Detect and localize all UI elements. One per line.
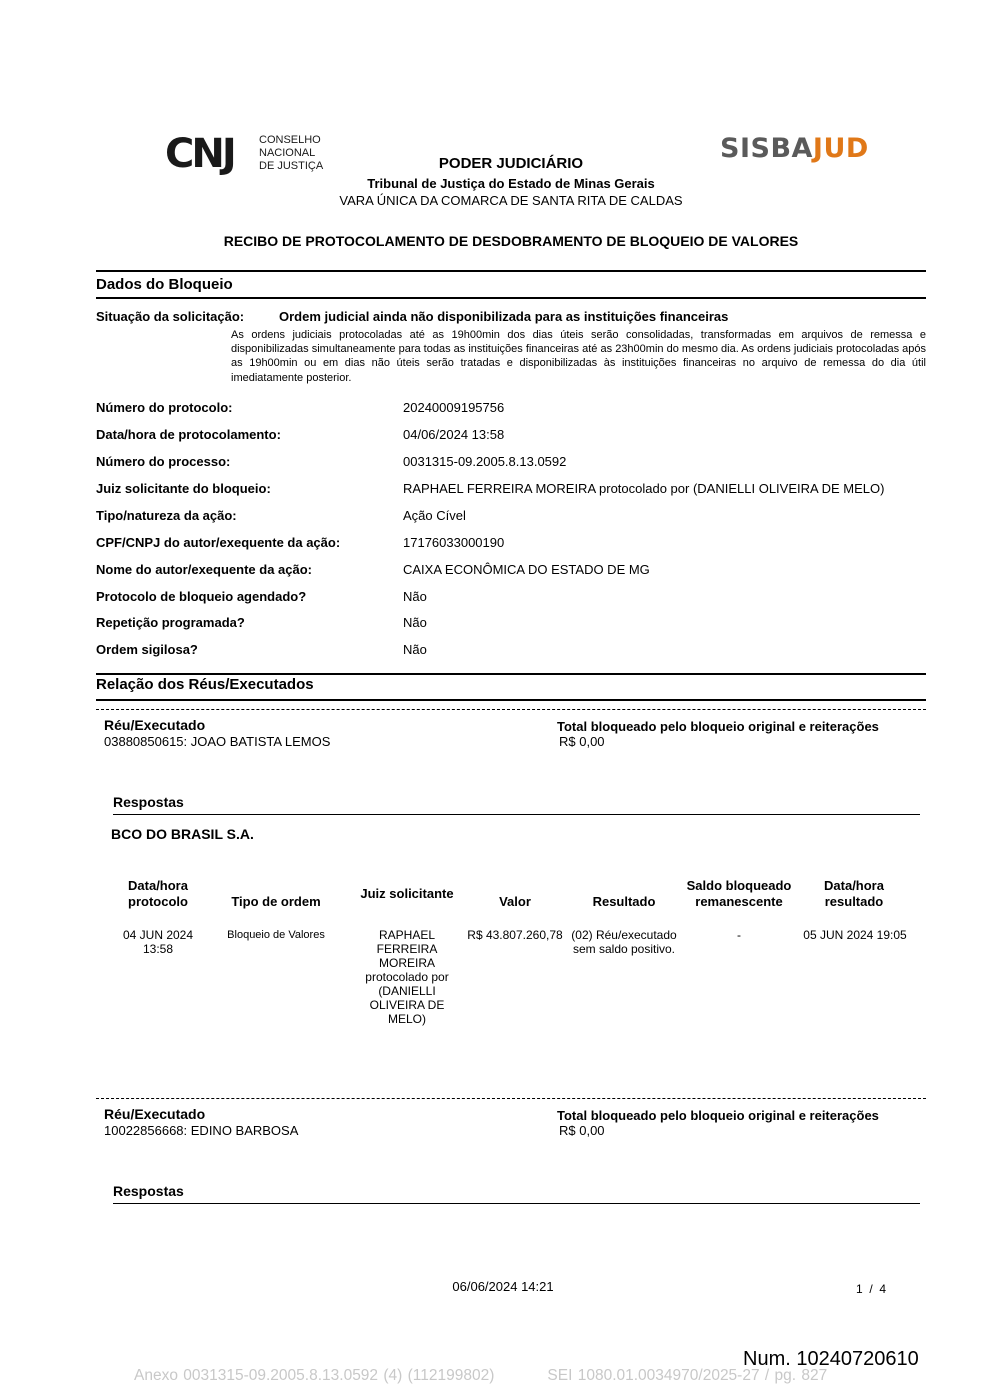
respostas-title: Respostas <box>113 794 184 810</box>
table-cell-saldo: - <box>737 928 741 942</box>
field-label: Data/hora de protocolamento: <box>96 427 281 442</box>
table-cell-valor: R$ 43.807.260,78 <box>467 928 563 942</box>
reu-value: 03880850615: JOAO BATISTA LEMOS <box>104 734 331 749</box>
sisbajud-logo-prefix: SISBA <box>720 133 813 164</box>
total-bloqueado-value: R$ 0,00 <box>559 1123 605 1138</box>
section-rule-bottom <box>96 297 926 299</box>
respostas-title: Respostas <box>113 1183 184 1199</box>
tribunal-name: Tribunal de Justiça do Estado de Minas Gerais <box>367 176 655 191</box>
field-label: Número do processo: <box>96 454 231 469</box>
cnj-logo-letters: CNJ <box>165 131 234 177</box>
table-cell-data-protocolo: 04 JUN 2024 13:58 <box>122 928 194 956</box>
table-header-saldo: Saldo bloqueado remanescente <box>686 878 792 909</box>
document-title: RECIBO DE PROTOCOLAMENTO DE DESDOBRAMENTO DE BLOQUEIO DE VALORES <box>223 233 799 249</box>
total-bloqueado-value: R$ 0,00 <box>559 734 605 749</box>
situacao-value: Ordem judicial ainda não disponibilizada para as instituições financeiras <box>279 309 729 324</box>
cnj-line-3: DE JUSTIÇA <box>259 160 324 172</box>
field-label: Tipo/natureza da ação: <box>96 508 237 523</box>
reu-separator <box>96 1098 926 1099</box>
table-header-data-resultado: Data/hora resultado <box>824 878 884 909</box>
field-label: Ordem sigilosa? <box>96 642 198 657</box>
situacao-note: As ordens judiciais protocoladas até as 19h00min dos dias úteis serão consolidadas, transformadas em arquivos de remessa e disponibilizadas simultaneamente para todas as instituições financeiras até as 23h00min do mesmo dia. As ordens judiciais protocoladas após as 19h00min ou em dias não úteis serão tratadas e disponibilizadas às instituições financeiras no arquivo de remessa do dia útil imediatamente posterior. <box>231 329 926 384</box>
respostas-rule <box>113 1203 920 1204</box>
field-label: Repetição programada? <box>96 615 245 630</box>
page-number: 1 / 4 <box>856 1282 887 1296</box>
table-cell-resultado: (02) Réu/executado sem saldo positivo. <box>571 928 677 956</box>
field-value: 0031315-09.2005.8.13.0592 <box>403 454 567 469</box>
total-bloqueado-label: Total bloqueado pelo bloqueio original e reiterações <box>557 719 879 734</box>
vara-name: VARA ÚNICA DA COMARCA DE SANTA RITA DE CALDAS <box>339 193 683 208</box>
section-rule-bottom <box>96 699 926 701</box>
poder-judiciario-heading: PODER JUDICIÁRIO <box>438 155 584 172</box>
reu-label: Réu/Executado <box>104 1106 206 1122</box>
cnj-line-1: CONSELHO <box>259 134 321 146</box>
field-value: Não <box>403 642 427 657</box>
field-value: Ação Cível <box>403 508 466 523</box>
reu-label: Réu/Executado <box>104 717 206 733</box>
dados-section-title: Dados do Bloqueio <box>96 276 233 293</box>
sisbajud-logo-suffix: JUD <box>812 133 869 164</box>
field-label: Juiz solicitante do bloqueio: <box>96 481 271 496</box>
cnj-line-2: NACIONAL <box>259 147 316 159</box>
document-number-stamp: Num. 10240720610 <box>743 1348 919 1370</box>
reu-separator <box>96 709 926 710</box>
respostas-rule <box>113 814 920 815</box>
situacao-label: Situação da solicitação: <box>96 309 245 324</box>
field-label: CPF/CNPJ do autor/exequente da ação: <box>96 535 341 550</box>
field-value: RAPHAEL FERREIRA MOREIRA protocolado por (DANIELLI OLIVEIRA DE MELO) <box>403 481 885 496</box>
field-label: Número do protocolo: <box>96 400 233 415</box>
field-value: CAIXA ECONÔMICA DO ESTADO DE MG <box>403 562 650 577</box>
field-label: Nome do autor/exequente da ação: <box>96 562 312 577</box>
table-header-resultado: Resultado <box>592 894 656 909</box>
table-cell-juiz: RAPHAEL FERREIRA MOREIRA protocolado por (DANIELLI OLIVEIRA DE MELO) <box>365 928 449 1026</box>
bank-name: BCO DO BRASIL S.A. <box>111 826 254 842</box>
table-cell-tipo-ordem: Bloqueio de Valores <box>227 929 325 941</box>
table-cell-data-resultado: 05 JUN 2024 19:05 <box>803 928 907 942</box>
field-value: 17176033000190 <box>403 535 505 550</box>
footer-datetime: 06/06/2024 14:21 <box>452 1279 554 1294</box>
table-header-tipo-ordem: Tipo de ordem <box>231 894 321 909</box>
field-value: Não <box>403 615 427 630</box>
table-header-data-protocolo: Data/hora protocolo <box>128 878 188 909</box>
field-value: Não <box>403 589 427 604</box>
section-rule-top <box>96 270 926 272</box>
total-bloqueado-label: Total bloqueado pelo bloqueio original e reiterações <box>557 1108 879 1123</box>
reu-value: 10022856668: EDINO BARBOSA <box>104 1123 299 1138</box>
section-rule-top <box>96 673 926 675</box>
relacao-section-title: Relação dos Réus/Executados <box>96 676 314 693</box>
field-value: 04/06/2024 13:58 <box>403 427 505 442</box>
table-header-valor: Valor <box>499 894 531 909</box>
table-header-juiz: Juiz solicitante <box>360 886 454 901</box>
annex-watermark: Anexo 0031315-09.2005.8.13.0592 (4) (112199802) SEI 1080.01.0034970/2025-27 / pg. 827 <box>134 1367 828 1384</box>
field-value: 20240009195756 <box>403 400 505 415</box>
field-label: Protocolo de bloqueio agendado? <box>96 589 307 604</box>
